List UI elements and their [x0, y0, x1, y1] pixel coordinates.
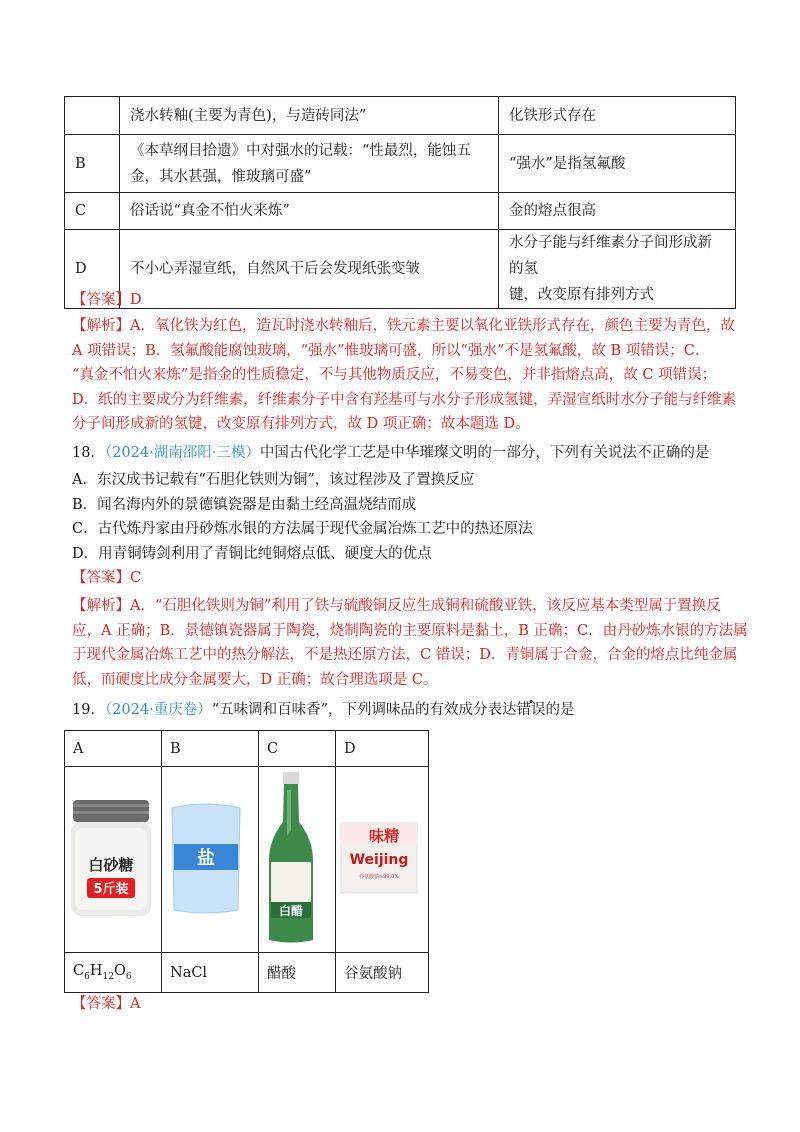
- row-label: C: [65, 193, 120, 230]
- row-explanation: [499, 230, 736, 309]
- q19-answer: 【答案】A: [72, 996, 141, 1012]
- analysis-line: 于现代金属冶炼工艺中的热分解法，不是热还原方法，C 错误；D．青铜属于合金，合金的熔点比纯金属: [72, 647, 738, 663]
- msg-brand: Weijing: [349, 851, 409, 868]
- question-number: 19．: [72, 702, 105, 718]
- analysis-line: 【解析】A．“石胆化铁则为铜”利用了铁与硫酸铜反应生成铜和硫酸亚铁，该反应基本类型属于置换反: [72, 598, 721, 614]
- explanation-line: 水分子能与纤维素分子间形成新的氢: [509, 235, 712, 277]
- option-b: B．闻名海内外的景德镇瓷器是由黏土经高温烧结而成: [72, 496, 417, 513]
- options-table-q17: [64, 96, 736, 309]
- explanation-line: 键，改变原有排列方式: [509, 287, 654, 303]
- row-label: [65, 97, 120, 135]
- table-row: [65, 193, 736, 230]
- table-header-row: [65, 731, 429, 767]
- analysis-line: “真金不怕火来炼”是指金的性质稳定，不与其他物质反应，不易变色，并非指熔点高，故 C 项错误；: [72, 367, 717, 383]
- table-row: [65, 135, 736, 193]
- question-text-end: 的是: [545, 702, 575, 718]
- column-header: C: [259, 731, 336, 767]
- q18-options: [72, 468, 533, 566]
- msg-title: 味精: [368, 826, 400, 845]
- option-d: D．用青铜铸剑利用了青铜比纯铜熔点低、硬度大的优点: [72, 545, 432, 562]
- vinegar-bottle-image: [261, 770, 321, 946]
- salt-label: 盐: [197, 847, 215, 869]
- q18-stem: [72, 443, 709, 463]
- question-number: 18．: [72, 445, 105, 461]
- statement-line: 金，其水甚强，惟玻璃可盛”: [130, 168, 312, 185]
- image-cell: [65, 767, 162, 953]
- analysis-line: 【解析】A．氧化铁为红色，造瓦时浇水转釉后，铁元素主要以氧化亚铁形式存在，颜色主要为青色，故: [72, 318, 735, 334]
- analysis-line: 应，A 正确；B．景德镇瓷器属于陶瓷，烧制陶瓷的主要原料是黏土，B 正确；C．由丹砂炼水银的方法属: [72, 622, 748, 639]
- table-row: [65, 230, 736, 309]
- q17-answer: 【答案】D: [72, 292, 142, 308]
- analysis-line: 低，而硬度比成分金属要大，D 正确；故合理选项是 C。: [72, 671, 438, 688]
- question-source: （2024·重庆卷）: [104, 702, 212, 718]
- salt-bag-image: [166, 798, 246, 918]
- condiment-table: [64, 730, 429, 993]
- formula-cell: 谷氨酸钠: [336, 953, 429, 993]
- msg-bag-image: [340, 822, 418, 894]
- row-statement: 浇水转釉(主要为青色)，与造砖同法”: [120, 97, 499, 135]
- formula-cell: 醋酸: [259, 953, 336, 993]
- question-text: “五味调和百味香”，下列调味品的有效成分表达: [211, 702, 517, 718]
- analysis-line: D．纸的主要成分为纤维素，纤维素分子中含有羟基可与水分子形成氢键，弄湿宣纸时水分子能与纤维素: [72, 391, 737, 408]
- table-image-row: [65, 767, 429, 953]
- sugar-sublabel: 5斤装: [93, 881, 129, 897]
- row-explanation: 化铁形式存在: [499, 97, 736, 135]
- row-statement: [120, 135, 499, 193]
- vinegar-label: 白醋: [278, 903, 304, 918]
- sugar-jar-image: [69, 798, 153, 918]
- column-header: B: [162, 731, 259, 767]
- row-label: B: [65, 135, 120, 193]
- table-row: [65, 953, 429, 993]
- table-row: [65, 97, 736, 135]
- formula-cell: NaCl: [162, 953, 259, 993]
- column-header: D: [336, 731, 429, 767]
- q19-stem: [72, 700, 575, 720]
- analysis-line: A 项错误；B．氢氟酸能腐蚀玻璃，“强水”惟玻璃可盛，所以“强水”不是氢氟酸，故 B 项错误；C．: [72, 342, 710, 359]
- question-source: （2024·湖南邵阳·三模）: [104, 445, 260, 461]
- row-explanation: 金的熔点很高: [499, 193, 736, 230]
- statement-line: 《本草纲目拾遗》中对强水的记载：“性最烈，能蚀五: [130, 142, 471, 159]
- emphasis-text: 错误: [516, 702, 546, 718]
- image-cell: [259, 767, 336, 953]
- option-c: C．古代炼丹家由丹砂炼水银的方法属于现代金属冶炼工艺中的热还原法: [72, 521, 533, 537]
- row-explanation: “强水”是指氢氟酸: [499, 135, 736, 193]
- image-cell: [336, 767, 429, 953]
- q18-answer: 【答案】C: [72, 570, 142, 586]
- option-a: A．东汉成书记载有“石胆化铁则为铜”，该过程涉及了置换反应: [72, 472, 475, 488]
- formula-cell: $C_6H_{12}O_6$: [65, 953, 162, 993]
- image-cell: [162, 767, 259, 953]
- question-text: 中国古代化学工艺是中华璀璨文明的一部分，下列有关说法不正确的是: [259, 445, 710, 461]
- q17-analysis: [72, 314, 736, 437]
- msg-small-print: 谷氨酸钠≥99.0%: [358, 873, 400, 880]
- row-statement: 不小心弄湿宣纸，自然风干后会发现纸张变皱: [120, 230, 499, 309]
- row-statement: 俗话说“真金不怕火来炼”: [120, 193, 499, 230]
- analysis-line: 分子间形成新的氢键，改变原有排列方式，故 D 项正确；故本题选 D。: [72, 416, 530, 432]
- column-header: A: [65, 731, 162, 767]
- row-label: D: [65, 230, 120, 309]
- sugar-label: 白砂糖: [88, 855, 134, 874]
- q18-analysis: [72, 594, 748, 692]
